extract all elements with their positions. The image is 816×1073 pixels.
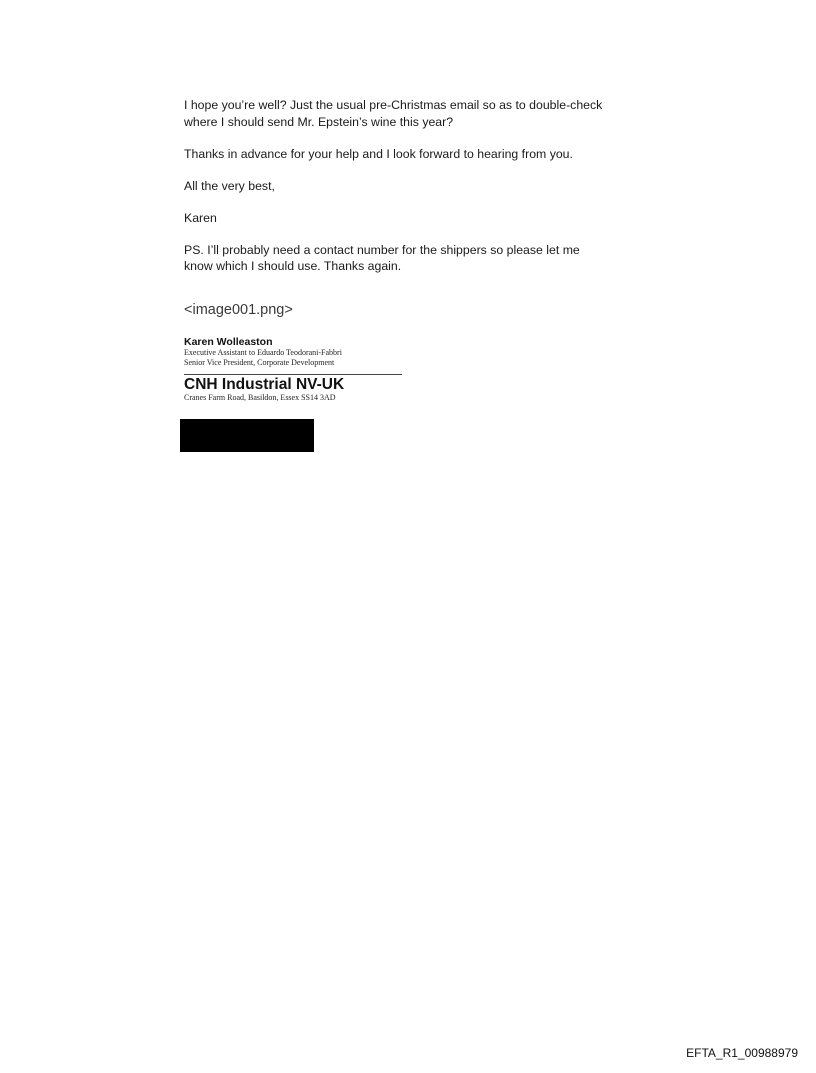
signature-company: CNH Industrial NV-UK (184, 376, 345, 393)
redaction-block (180, 419, 314, 452)
paragraph-line: PS. I’ll probably need a contact number for the shippers so please let me (184, 242, 580, 257)
signature-name: Karen Wolleaston (184, 336, 273, 348)
email-body (184, 97, 644, 290)
document-id: EFTA_R1_00988979 (686, 1046, 798, 1060)
paragraph-line: know which I should use. Thanks again. (184, 259, 402, 273)
postscript-paragraph (184, 242, 644, 275)
signature-divider (184, 374, 402, 375)
paragraph-line: I hope you’re well? Just the usual pre-Christmas email so as to double-check (184, 98, 603, 112)
signature-title-line: Executive Assistant to Eduardo Teodorani-Fabbri (184, 348, 342, 357)
greeting-paragraph (184, 97, 644, 130)
email-signature (184, 336, 414, 403)
attachment-placeholder: <image001.png> (184, 302, 293, 318)
closing-line: All the very best, (184, 178, 275, 193)
signature-title-line: Senior Vice President, Corporate Development (184, 358, 335, 367)
paragraph-line: where I should send Mr. Epstein’s wine this year? (184, 114, 454, 129)
thanks-paragraph: Thanks in advance for your help and I look forward to hearing from you. (184, 146, 573, 161)
signature-address: Cranes Farm Road, Basildon, Essex SS14 3AD (184, 393, 336, 402)
sender-first-name: Karen (184, 210, 217, 225)
